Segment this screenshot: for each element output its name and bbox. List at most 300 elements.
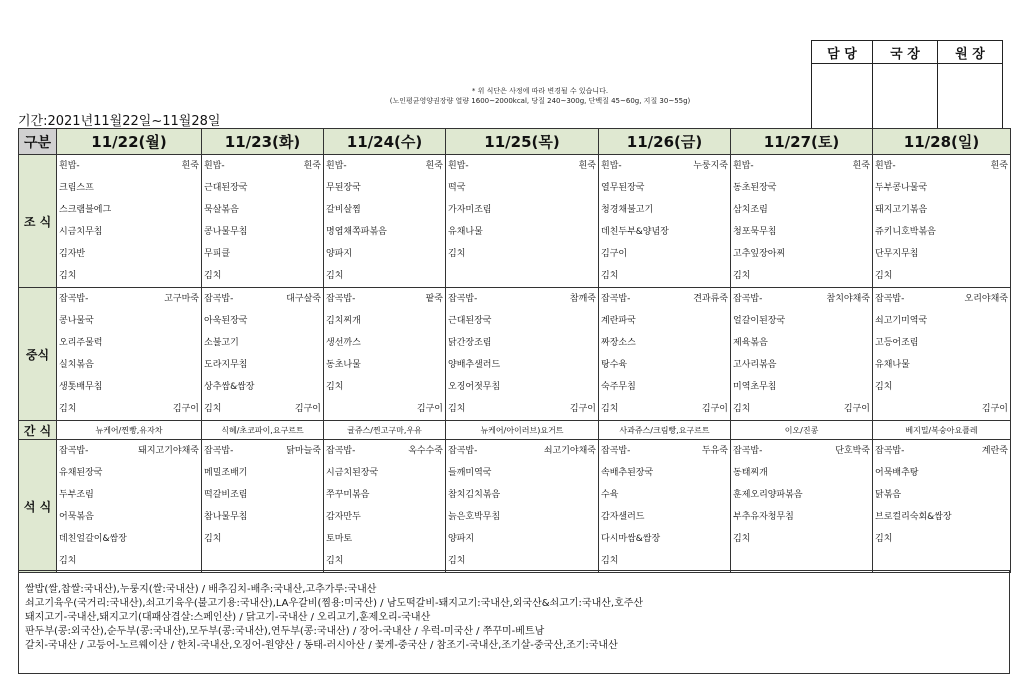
menu-item-alt: 김구이 — [701, 404, 728, 414]
day-header: 11/28(일) — [873, 129, 1011, 155]
dinner-day-cell — [202, 440, 324, 573]
menu-item: 흰밥- — [326, 161, 347, 171]
menu-line — [873, 310, 1010, 332]
header-row — [19, 129, 1011, 155]
day-header: 11/24(수) — [324, 129, 446, 155]
period-label: 기간:2021년11월22일~11월28일 — [18, 114, 221, 129]
menu-line — [599, 177, 730, 199]
snack-cell: 귤쥬스/찐고구마,우유 — [324, 421, 446, 440]
menu-line — [731, 243, 872, 265]
menu-item: 김치 — [204, 271, 222, 281]
menu-item: 동초된장국 — [733, 183, 777, 193]
menu-line — [731, 265, 872, 287]
snack-cell: 사과쥬스/크림빵,요구르트 — [599, 421, 731, 440]
menu-item: 김치 — [326, 382, 344, 392]
menu-item: 스크램블에그 — [59, 205, 112, 215]
menu-line — [446, 199, 598, 221]
menu-line — [324, 265, 445, 287]
menu-line — [446, 376, 598, 398]
day-header: 11/27(토) — [731, 129, 873, 155]
menu-line — [202, 550, 323, 572]
approval-sign-cell — [812, 64, 873, 129]
menu-line — [57, 221, 201, 243]
menu-table — [18, 128, 1011, 573]
menu-item: 콩나물무침 — [204, 227, 248, 237]
day-header: 11/22(월) — [57, 129, 202, 155]
dinner-row — [19, 440, 1011, 573]
menu-line — [57, 550, 201, 572]
menu-item: 김치 — [204, 534, 222, 544]
menu-line — [324, 332, 445, 354]
origin-line: 돼지고기-국내산,돼지고기(대패삼겹살:스페인산) / 닭고기-국내산 / 오리고기,훈제오리-국내산 — [25, 612, 431, 623]
menu-line — [446, 440, 598, 462]
menu-item: 잡곡밥- — [601, 294, 631, 304]
menu-item: 떡갈비조림 — [204, 490, 248, 500]
menu-item: 김치 — [59, 556, 77, 566]
approval-header: 국 장 — [873, 41, 938, 64]
menu-item: 동초나물 — [326, 360, 361, 370]
lunch-row — [19, 288, 1011, 421]
menu-item-alt: 참치야채죽 — [826, 294, 870, 304]
menu-item: 시금치무침 — [59, 227, 103, 237]
menu-line — [324, 354, 445, 376]
nutrition-note — [330, 86, 750, 106]
menu-item: 어묵볶음 — [59, 512, 94, 522]
menu-item: 데친얼갈이&쌈장 — [59, 534, 127, 544]
menu-item: 유채나물 — [448, 227, 483, 237]
menu-line — [731, 310, 872, 332]
menu-item: 닭볶음 — [875, 490, 902, 500]
menu-line — [599, 528, 730, 550]
meal-label-dinner: 석 식 — [19, 440, 57, 573]
menu-item: 김치 — [733, 271, 751, 281]
gubun-header: 구분 — [19, 129, 57, 155]
menu-item: 늙은호박무침 — [448, 512, 501, 522]
menu-line — [873, 221, 1010, 243]
menu-line — [202, 221, 323, 243]
menu-item: 김치 — [875, 534, 893, 544]
menu-item-alt: 팥죽 — [425, 294, 443, 304]
menu-item: 김치 — [733, 404, 751, 414]
menu-item-alt: 두유죽 — [701, 446, 728, 456]
menu-item: 짜장소스 — [601, 338, 636, 348]
menu-line — [731, 221, 872, 243]
breakfast-day-cell — [873, 155, 1011, 288]
menu-line — [446, 288, 598, 310]
snack-cell: 뉴케어/찐빵,유자차 — [57, 421, 202, 440]
menu-item: 김치 — [601, 556, 619, 566]
menu-line — [731, 199, 872, 221]
menu-item: 잡곡밥- — [733, 294, 763, 304]
menu-item-alt: 참깨죽 — [569, 294, 596, 304]
menu-line — [599, 398, 730, 420]
menu-line — [731, 177, 872, 199]
menu-item: 돼지고기볶음 — [875, 205, 928, 215]
menu-item: 들깨미역국 — [448, 468, 492, 478]
menu-item: 훈제오리양파볶음 — [733, 490, 803, 500]
menu-line — [873, 484, 1010, 506]
breakfast-row — [19, 155, 1011, 288]
menu-item: 근대된장국 — [448, 316, 492, 326]
menu-item: 근대된장국 — [204, 183, 248, 193]
dinner-day-cell — [57, 440, 202, 573]
menu-line — [731, 506, 872, 528]
menu-item-alt: 김구이 — [172, 404, 199, 414]
meal-label-lunch: 중식 — [19, 288, 57, 421]
day-header: 11/25(목) — [446, 129, 599, 155]
menu-line — [202, 376, 323, 398]
menu-line — [731, 332, 872, 354]
menu-item: 흰밥- — [601, 161, 622, 171]
menu-line — [446, 528, 598, 550]
menu-line — [731, 550, 872, 572]
menu-item: 고추잎장아찌 — [733, 249, 786, 259]
menu-item: 계란파국 — [601, 316, 636, 326]
menu-line — [873, 155, 1010, 177]
menu-item: 탕수육 — [601, 360, 628, 370]
menu-line — [873, 550, 1010, 572]
menu-item: 쭈꾸미볶음 — [326, 490, 370, 500]
meal-label-snack: 간 식 — [19, 421, 57, 440]
menu-line — [57, 243, 201, 265]
menu-item: 흰밥- — [875, 161, 896, 171]
menu-item: 양배추샐러드 — [448, 360, 501, 370]
menu-item-alt: 대구살죽 — [286, 294, 321, 304]
menu-item-alt: 닭마늘죽 — [286, 446, 321, 456]
menu-line — [446, 310, 598, 332]
menu-line — [446, 506, 598, 528]
lunch-day-cell — [324, 288, 446, 421]
menu-item: 양파지 — [448, 534, 475, 544]
origin-line: 쇠고기육우(국거리:국내산),쇠고기육우(불고기용:국내산),LA우갈비(찜용:미국산) / 남도떡갈비-돼지고기:국내산,외국산&쇠고기:국내산,호주산 — [25, 598, 644, 609]
menu-line — [873, 199, 1010, 221]
menu-item: 김치 — [448, 556, 466, 566]
menu-item: 어묵배추탕 — [875, 468, 919, 478]
lunch-day-cell — [731, 288, 873, 421]
menu-item: 김치 — [326, 556, 344, 566]
menu-item-alt: 계란죽 — [981, 446, 1008, 456]
menu-line — [57, 484, 201, 506]
menu-line — [202, 354, 323, 376]
menu-line — [731, 484, 872, 506]
menu-line — [202, 243, 323, 265]
menu-item: 참나물무침 — [204, 512, 248, 522]
menu-item-alt: 흰죽 — [303, 161, 321, 171]
menu-item: 제육볶음 — [733, 338, 768, 348]
note-line: * 위 식단은 사정에 따라 변경될 수 있습니다. — [471, 87, 609, 95]
menu-line — [202, 265, 323, 287]
lunch-day-cell — [446, 288, 599, 421]
menu-line — [873, 332, 1010, 354]
menu-item: 두부조림 — [59, 490, 94, 500]
menu-line — [731, 288, 872, 310]
menu-item: 잡곡밥- — [733, 446, 763, 456]
menu-line — [446, 550, 598, 572]
menu-line — [446, 177, 598, 199]
menu-item: 속배추된장국 — [601, 468, 654, 478]
menu-line — [202, 462, 323, 484]
menu-item-alt: 쇠고기야채죽 — [543, 446, 596, 456]
menu-item: 김치 — [326, 271, 344, 281]
menu-item: 숙주무침 — [601, 382, 636, 392]
origin-info — [18, 570, 1010, 674]
menu-line — [324, 155, 445, 177]
menu-line — [57, 506, 201, 528]
menu-item-alt: 오리야채죽 — [964, 294, 1008, 304]
menu-item: 실치볶음 — [59, 360, 94, 370]
menu-item-alt: 흰죽 — [425, 161, 443, 171]
menu-line — [324, 506, 445, 528]
breakfast-day-cell — [57, 155, 202, 288]
menu-item: 생톳배무침 — [59, 382, 103, 392]
menu-item: 데친두부&양념장 — [601, 227, 669, 237]
menu-line — [202, 528, 323, 550]
menu-item: 미역초무침 — [733, 382, 777, 392]
dinner-day-cell — [324, 440, 446, 573]
menu-line — [873, 177, 1010, 199]
approval-sign-cell — [873, 64, 938, 129]
menu-line — [599, 155, 730, 177]
menu-item: 김치 — [448, 249, 466, 259]
snack-cell: 이오/진콩 — [731, 421, 873, 440]
menu-item: 김구이 — [601, 249, 628, 259]
snack-cell: 베지밀/복숭아요플레 — [873, 421, 1011, 440]
meal-label-breakfast: 조 식 — [19, 155, 57, 288]
menu-item: 가자미조림 — [448, 205, 492, 215]
menu-line — [599, 550, 730, 572]
menu-item: 잡곡밥- — [204, 294, 234, 304]
menu-line — [599, 265, 730, 287]
menu-line — [324, 310, 445, 332]
menu-line — [599, 310, 730, 332]
menu-line — [57, 354, 201, 376]
approval-header: 원 장 — [938, 41, 1003, 64]
menu-line — [873, 506, 1010, 528]
menu-line — [324, 199, 445, 221]
menu-item: 김치 — [733, 534, 751, 544]
menu-line — [202, 398, 323, 420]
menu-item: 쇠고기미역국 — [875, 316, 928, 326]
menu-item: 흰밥- — [733, 161, 754, 171]
dinner-day-cell — [873, 440, 1011, 573]
menu-line — [599, 440, 730, 462]
menu-line — [57, 398, 201, 420]
menu-item: 김치찌개 — [326, 316, 361, 326]
menu-line — [57, 376, 201, 398]
approval-box — [811, 40, 1003, 129]
menu-item: 생선까스 — [326, 338, 361, 348]
menu-line — [324, 484, 445, 506]
menu-line — [873, 354, 1010, 376]
menu-line — [599, 332, 730, 354]
menu-item: 얼갈이된장국 — [733, 316, 786, 326]
menu-item-alt: 김구이 — [416, 404, 443, 414]
menu-item: 유채된장국 — [59, 468, 103, 478]
menu-item: 잡곡밥- — [59, 294, 89, 304]
menu-line — [599, 376, 730, 398]
note-line: (노인평균영양권장량 열량 1600~2000kcal, 당질 240~300g, 단백질 45~60g, 지질 30~55g) — [389, 97, 691, 105]
menu-item: 잡곡밥- — [875, 294, 905, 304]
menu-item-alt: 고구마죽 — [164, 294, 199, 304]
menu-item: 부추유자청무침 — [733, 512, 794, 522]
menu-item: 흰밥- — [448, 161, 469, 171]
approval-sign-cell — [938, 64, 1003, 129]
menu-line — [324, 221, 445, 243]
menu-item: 닭간장조림 — [448, 338, 492, 348]
menu-item-alt: 김구이 — [981, 404, 1008, 414]
menu-line — [57, 265, 201, 287]
menu-item: 김치 — [59, 404, 77, 414]
menu-item: 브로컬리숙회&쌈장 — [875, 512, 952, 522]
menu-line — [599, 288, 730, 310]
menu-line — [873, 398, 1010, 420]
menu-item: 잡곡밥- — [875, 446, 905, 456]
menu-line — [202, 506, 323, 528]
menu-item: 흰밥- — [204, 161, 225, 171]
menu-line — [873, 288, 1010, 310]
menu-item: 시금치된장국 — [326, 468, 379, 478]
menu-line — [57, 462, 201, 484]
menu-line — [731, 155, 872, 177]
menu-item: 삼치조림 — [733, 205, 768, 215]
menu-item: 잡곡밥- — [326, 446, 356, 456]
menu-item: 김치 — [204, 404, 222, 414]
menu-line — [57, 332, 201, 354]
snack-row — [19, 421, 1011, 440]
breakfast-day-cell — [324, 155, 446, 288]
origin-line: 갈치-국내산 / 고등어-노르웨이산 / 한치-국내산,오징어-원양산 / 동태-러시아산 / 꽃게-중국산 / 참조기-국내산,조기살-중국산,조기:국내산 — [25, 640, 618, 651]
menu-line — [731, 398, 872, 420]
menu-line — [446, 265, 598, 287]
menu-item: 아욱된장국 — [204, 316, 248, 326]
menu-item-alt: 단호박죽 — [835, 446, 870, 456]
menu-line — [599, 221, 730, 243]
origin-line: 쌀밥(쌀,찹쌀:국내산),누룽지(쌀:국내산) / 배추김치-배추:국내산,고추가루:국내산 — [25, 584, 377, 595]
menu-line — [446, 354, 598, 376]
menu-item: 청경채불고기 — [601, 205, 654, 215]
menu-line — [873, 440, 1010, 462]
breakfast-day-cell — [202, 155, 324, 288]
menu-item-alt: 김구이 — [569, 404, 596, 414]
menu-item: 고사리볶음 — [733, 360, 777, 370]
menu-line — [202, 199, 323, 221]
menu-line — [446, 398, 598, 420]
dinner-day-cell — [731, 440, 873, 573]
menu-line — [324, 462, 445, 484]
menu-item: 두부콩나물국 — [875, 183, 928, 193]
menu-item: 무된장국 — [326, 183, 361, 193]
breakfast-day-cell — [446, 155, 599, 288]
menu-line — [731, 376, 872, 398]
menu-item: 김치 — [875, 271, 893, 281]
dinner-day-cell — [446, 440, 599, 573]
menu-item: 잡곡밥- — [448, 294, 478, 304]
menu-item-alt: 견과류죽 — [693, 294, 728, 304]
menu-item-alt: 돼지고기야채죽 — [138, 446, 199, 456]
menu-item-alt: 흰죽 — [181, 161, 199, 171]
origin-line: 판두부(콩:외국산),순두부(콩:국내산),모두부(콩:국내산),연두부(콩:국내산) / 장어-국내산 / 우럭-미국산 / 쭈꾸미-베트남 — [25, 626, 545, 637]
menu-item: 김치 — [59, 271, 77, 281]
menu-item: 참치김치볶음 — [448, 490, 501, 500]
menu-item: 김치 — [601, 404, 619, 414]
menu-line — [57, 155, 201, 177]
lunch-day-cell — [599, 288, 731, 421]
snack-cell: 식혜/초코파이,요구르트 — [202, 421, 324, 440]
menu-item: 갈비살찜 — [326, 205, 361, 215]
menu-line — [446, 484, 598, 506]
menu-item: 토마토 — [326, 534, 353, 544]
menu-line — [599, 199, 730, 221]
menu-item: 고등어조림 — [875, 338, 919, 348]
menu-item: 청포묵무침 — [733, 227, 777, 237]
menu-line — [324, 288, 445, 310]
menu-item: 양파지 — [326, 249, 353, 259]
breakfast-day-cell — [599, 155, 731, 288]
menu-line — [324, 376, 445, 398]
menu-item: 김치 — [875, 382, 893, 392]
menu-item: 떡국 — [448, 183, 466, 193]
menu-line — [873, 528, 1010, 550]
lunch-day-cell — [57, 288, 202, 421]
menu-line — [599, 462, 730, 484]
menu-item-alt: 옥수수죽 — [408, 446, 443, 456]
menu-line — [202, 332, 323, 354]
menu-item: 단무지무침 — [875, 249, 919, 259]
menu-line — [873, 265, 1010, 287]
breakfast-day-cell — [731, 155, 873, 288]
menu-line — [873, 243, 1010, 265]
approval-header: 담 당 — [812, 41, 873, 64]
menu-line — [873, 462, 1010, 484]
menu-item: 다시마쌈&쌈장 — [601, 534, 661, 544]
menu-line — [446, 462, 598, 484]
menu-item: 소불고기 — [204, 338, 239, 348]
menu-item: 열무된장국 — [601, 183, 645, 193]
menu-item-alt: 김구이 — [294, 404, 321, 414]
menu-line — [324, 528, 445, 550]
menu-item: 김치 — [448, 404, 466, 414]
menu-item: 메밀조배기 — [204, 468, 248, 478]
lunch-day-cell — [202, 288, 324, 421]
menu-line — [731, 462, 872, 484]
menu-item: 상추쌈&쌈장 — [204, 382, 255, 392]
menu-line — [324, 398, 445, 420]
menu-line — [731, 528, 872, 550]
menu-line — [324, 440, 445, 462]
menu-line — [446, 155, 598, 177]
menu-item: 명엽채쪽파볶음 — [326, 227, 387, 237]
menu-line — [324, 550, 445, 572]
menu-item: 유채나물 — [875, 360, 910, 370]
menu-item: 동태찌개 — [733, 468, 768, 478]
lunch-day-cell — [873, 288, 1011, 421]
menu-line — [57, 288, 201, 310]
menu-item: 감자샐러드 — [601, 512, 645, 522]
menu-item: 쥬키니호박볶음 — [875, 227, 936, 237]
menu-line — [324, 243, 445, 265]
menu-item: 잡곡밥- — [448, 446, 478, 456]
menu-item: 무피클 — [204, 249, 231, 259]
menu-item-alt: 누룽지죽 — [693, 161, 728, 171]
menu-item: 잡곡밥- — [204, 446, 234, 456]
dinner-day-cell — [599, 440, 731, 573]
menu-line — [57, 440, 201, 462]
menu-line — [731, 354, 872, 376]
menu-line — [57, 528, 201, 550]
menu-line — [446, 332, 598, 354]
menu-line — [57, 199, 201, 221]
menu-line — [57, 310, 201, 332]
